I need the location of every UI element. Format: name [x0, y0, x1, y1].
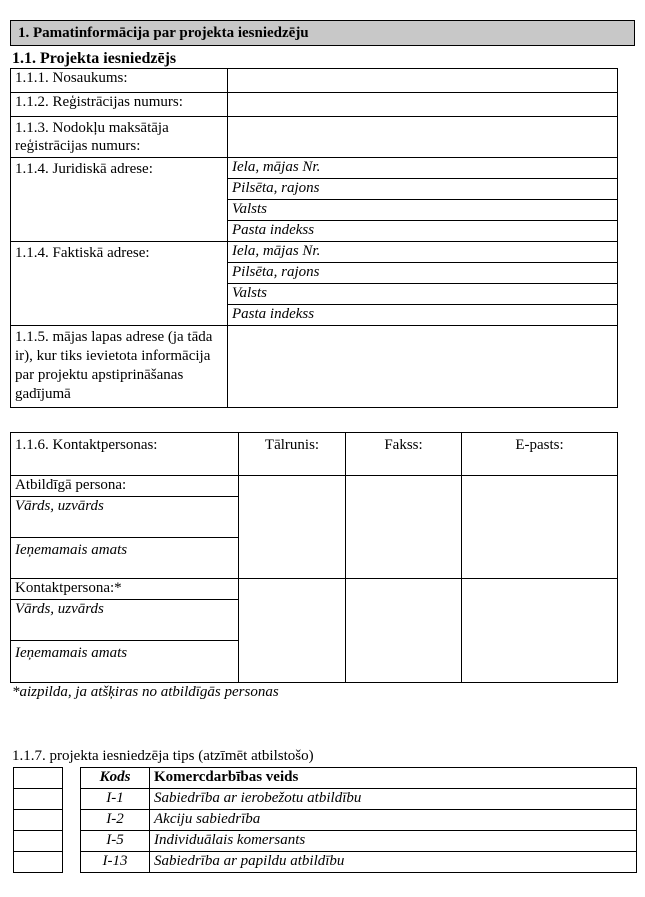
actual-country-field[interactable]: Valsts [228, 284, 618, 305]
type-kind: Akciju sabiedrība [150, 810, 637, 831]
contact-name-field[interactable]: Vārds, uzvārds [11, 600, 239, 641]
contact-fax-cell[interactable] [346, 579, 462, 683]
type-kind: Sabiedrība ar ierobežotu atbildību [150, 789, 637, 810]
label-name: 1.1.1. Nosaukums: [11, 69, 228, 93]
responsible-name-field[interactable]: Vārds, uzvārds [11, 497, 239, 538]
contact-email-cell[interactable] [462, 579, 618, 683]
type-code: I-13 [81, 852, 150, 873]
input-tax-reg[interactable] [228, 117, 618, 158]
actual-city-field[interactable]: Pilsēta, rajons [228, 263, 618, 284]
input-reg-no[interactable] [228, 93, 618, 117]
type-kind: Sabiedrība ar papildu atbildību [150, 852, 637, 873]
section-header: 1. Pamatinformācija par projekta iesniedzēju [10, 20, 635, 46]
actual-street-field[interactable]: Iela, mājas Nr. [228, 242, 618, 263]
actual-postcode-field[interactable]: Pasta indekss [228, 305, 618, 326]
type-checkbox-table [13, 767, 63, 873]
label-actual-address: 1.1.4. Faktiskā adrese: [11, 242, 228, 326]
responsible-label: Atbildīgā persona: [11, 476, 239, 497]
legal-street-field[interactable]: Iela, mājas Nr. [228, 158, 618, 179]
contacts-header: 1.1.6. Kontaktpersonas: [11, 433, 239, 476]
type-code: I-2 [81, 810, 150, 831]
type-table [80, 767, 637, 873]
type-checkbox-i2[interactable] [14, 810, 63, 831]
type-title: 1.1.7. projekta iesniedzēja tips (atzīmēt atbilstošo) [12, 748, 314, 764]
type-code: I-5 [81, 831, 150, 852]
contact-position-field[interactable]: Ieņemamais amats [11, 641, 239, 683]
type-kind: Individuālais komersants [150, 831, 637, 852]
type-checkbox-i5[interactable] [14, 831, 63, 852]
type-col-kind: Komercdarbības veids [150, 768, 637, 789]
label-website: 1.1.5. mājas lapas adrese (ja tāda ir), kur tiks ievietota informācija par projektu apstiprināšanas gadījumā [11, 326, 228, 408]
subsection-title: 1.1. Projekta iesniedzējs [12, 50, 177, 67]
responsible-fax-cell[interactable] [346, 476, 462, 579]
type-checkbox-header [14, 768, 63, 789]
legal-postcode-field[interactable]: Pasta indekss [228, 221, 618, 242]
input-website[interactable] [228, 326, 618, 408]
contacts-table [10, 432, 618, 683]
label-legal-address: 1.1.4. Juridiskā adrese: [11, 158, 228, 242]
type-checkbox-i1[interactable] [14, 789, 63, 810]
email-header: E-pasts: [462, 433, 618, 476]
type-code: I-1 [81, 789, 150, 810]
type-checkbox-i13[interactable] [14, 852, 63, 873]
responsible-position-field[interactable]: Ieņemamais amats [11, 538, 239, 579]
responsible-email-cell[interactable] [462, 476, 618, 579]
contact-phone-cell[interactable] [239, 579, 346, 683]
fax-header: Fakss: [346, 433, 462, 476]
label-tax-reg: 1.1.3. Nodokļu maksātāja reģistrācijas numurs: [11, 117, 228, 158]
responsible-phone-cell[interactable] [239, 476, 346, 579]
legal-country-field[interactable]: Valsts [228, 200, 618, 221]
input-name[interactable] [228, 69, 618, 93]
contacts-note: *aizpilda, ja atšķiras no atbildīgās personas [12, 684, 279, 700]
legal-city-field[interactable]: Pilsēta, rajons [228, 179, 618, 200]
phone-header: Tālrunis: [239, 433, 346, 476]
contact-label: Kontaktpersona:* [11, 579, 239, 600]
type-col-code: Kods [81, 768, 150, 789]
applicant-table [10, 68, 618, 408]
label-reg-no: 1.1.2. Reģistrācijas numurs: [11, 93, 228, 117]
